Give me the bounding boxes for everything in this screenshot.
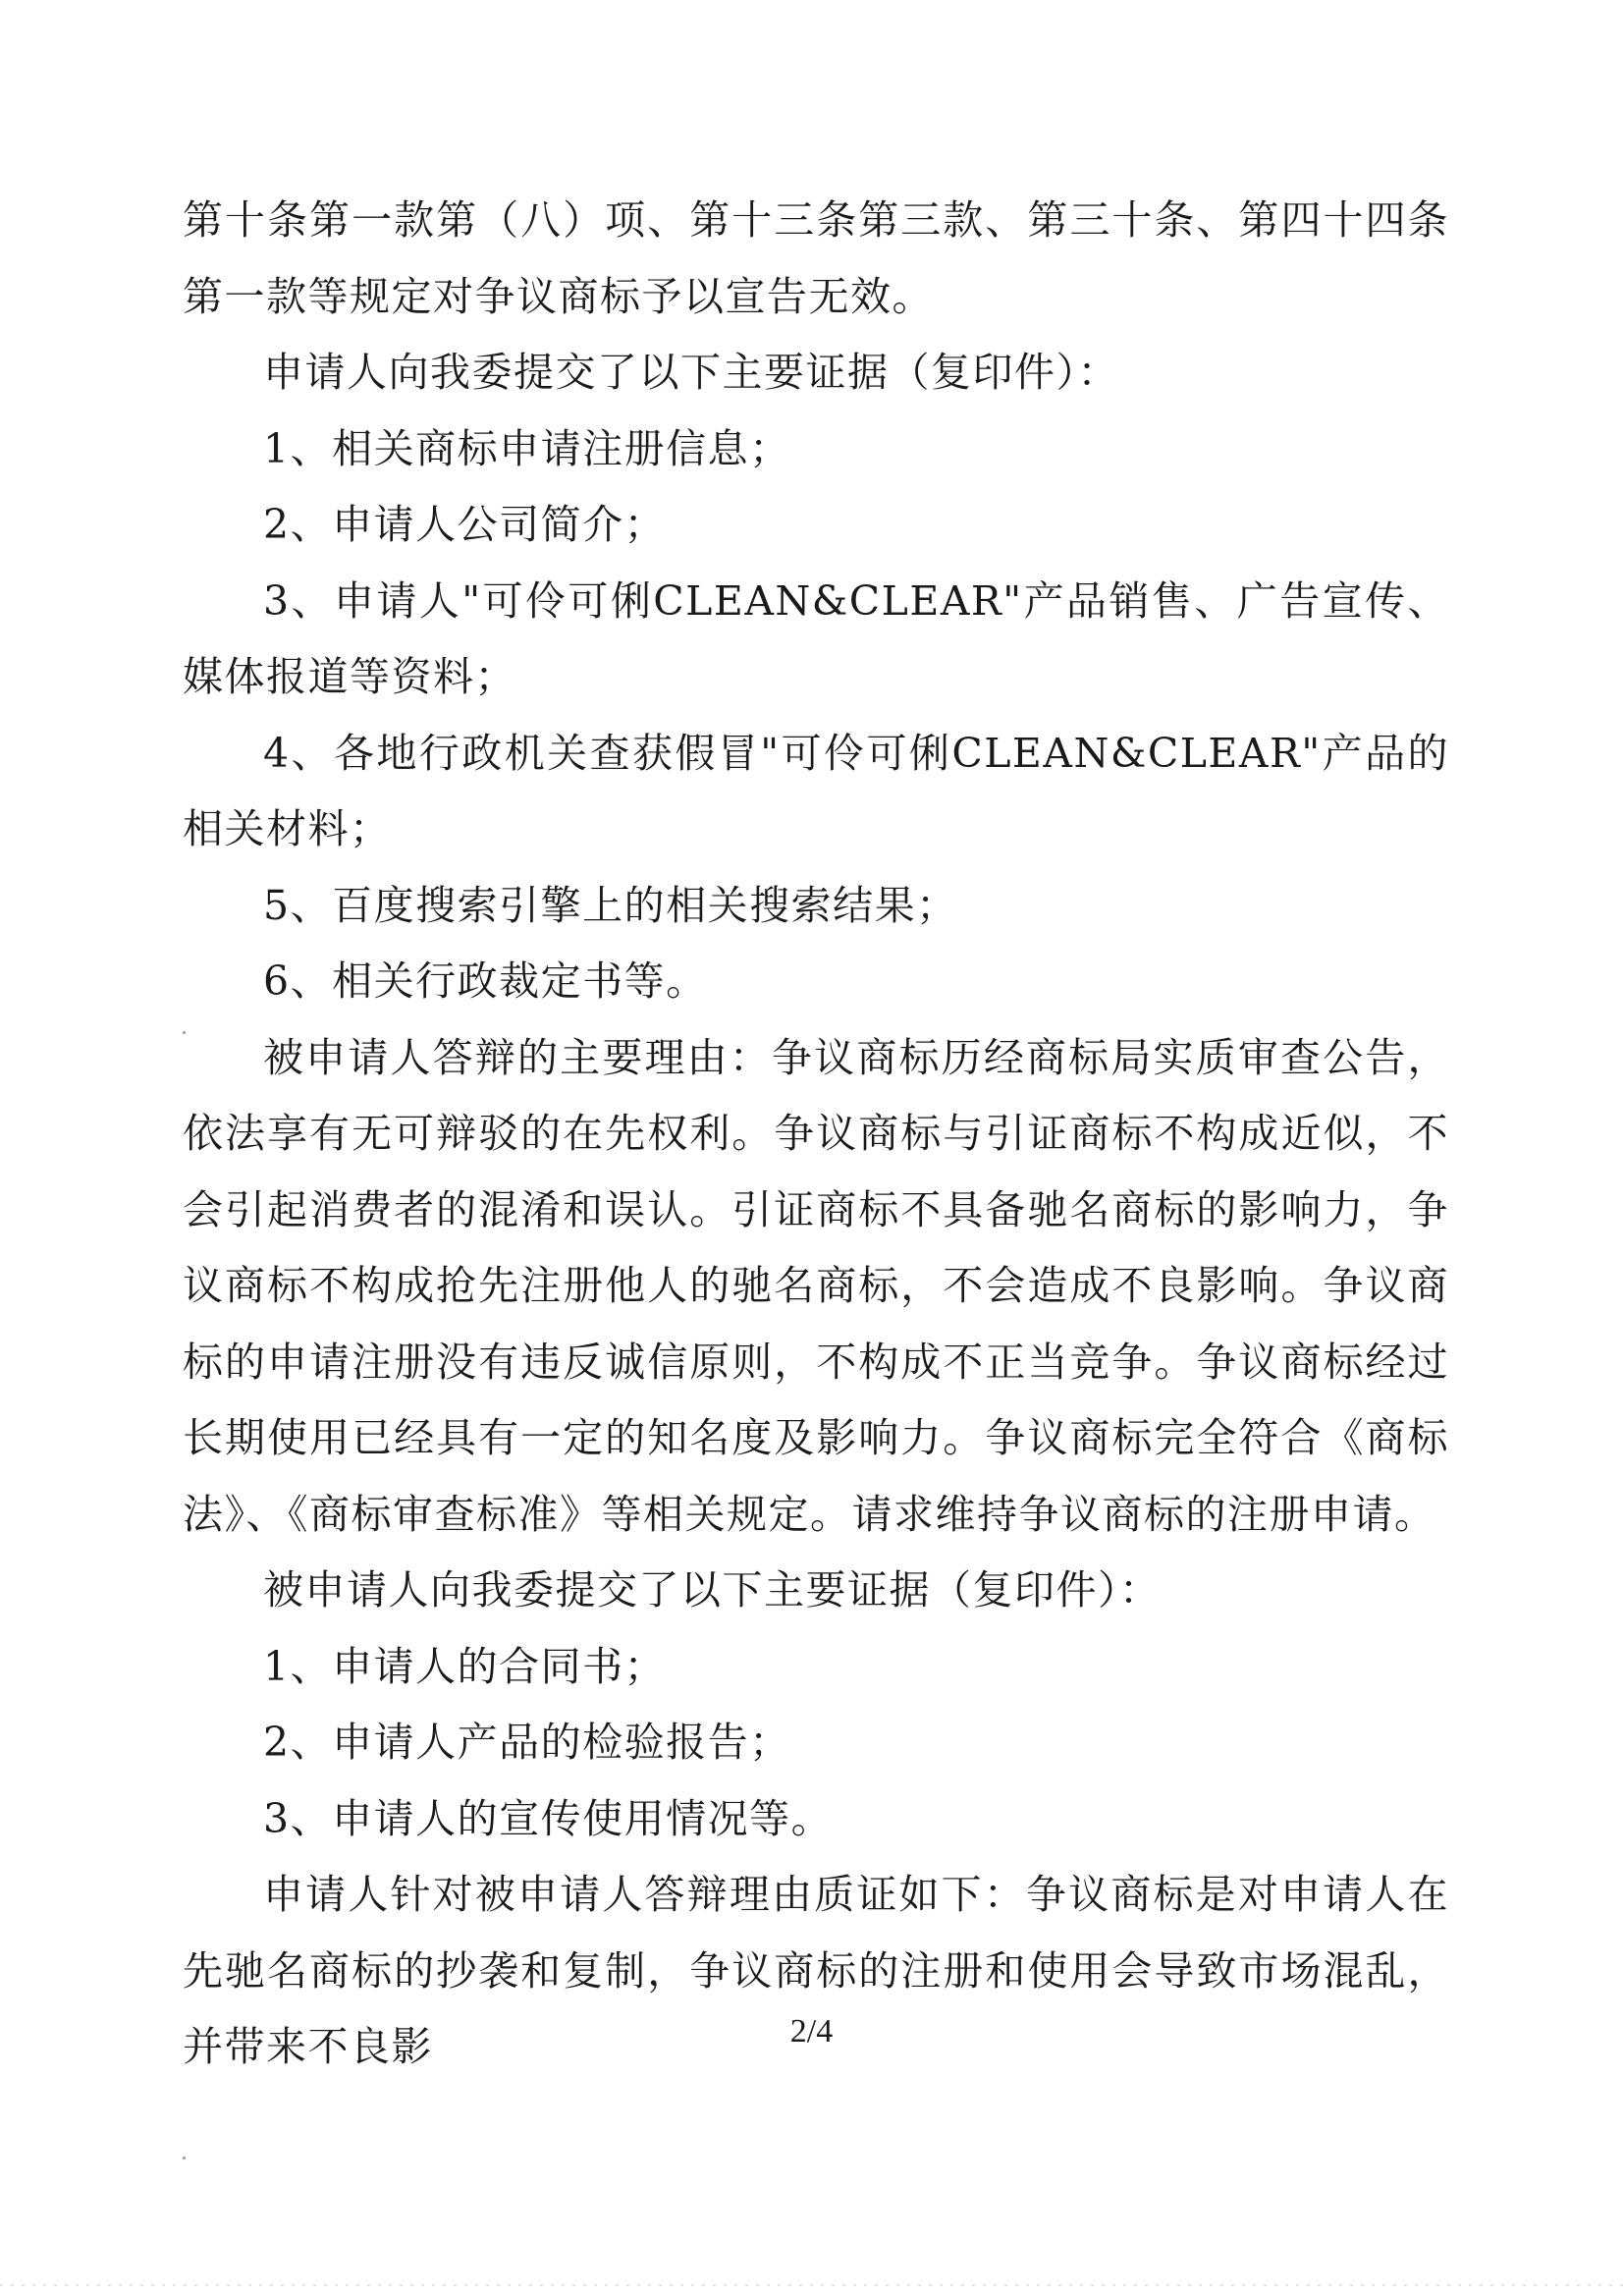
list-item: 1、申请人的合同书； — [263, 1642, 667, 1690]
list-item: 2、申请人公司简介； — [263, 501, 667, 548]
paragraph-respondent-defense: 被申请人答辩的主要理由：争议商标历经商标局实质审查公告，依法享有无可辩驳的在先权利。争议商标与引证商标不构成近似，不会引起消费者的混淆和误认。引证商标不具备驰名商标的影响力，争议商标不构成抢先注册他人的驰名商标，不会造成不良影响。争议商标的申请注册没有违反诚信原则，不构成不正当竞争。争议商标经过长期使用已经具有一定的知名度及影响力。争议商标完全符合《商标法》、《商标审查标准》等相关规定。请求维持争议商标的注册申请。 — [183, 1033, 1449, 1538]
list-item: 5、百度搜索引擎上的相关搜索结果； — [263, 881, 958, 929]
list-item: 4、各地行政机关查获假冒"可伶可俐CLEAN&CLEAR"产品的相关材料； — [183, 729, 1449, 852]
scan-speck — [183, 1031, 186, 1034]
paragraph-legal-basis: 第十条第一款第（八）项、第十三条第三款、第三十条、第四十四条第一款等规定对争议商标予以宣告无效。 — [183, 196, 1449, 320]
list-item: 2、申请人产品的检验报告； — [263, 1719, 791, 1766]
page-number: 2/4 — [789, 2013, 834, 2050]
scan-edge-artifact — [0, 2284, 1623, 2286]
list-item: 1、相关商标申请注册信息； — [263, 424, 791, 472]
paragraph-respondent-evidence-intro: 被申请人向我委提交了以下主要证据（复印件）： — [263, 1566, 1162, 1613]
paragraph-applicant-cross-examination: 申请人针对被申请人答辩理由质证如下：争议商标是对申请人在先驰名商标的抄袭和复制，争议商标的注册和使用会导致市场混乱，并带来不良影 — [183, 1871, 1449, 2070]
list-item: 3、申请人的宣传使用情况等。 — [263, 1794, 834, 1842]
scan-speck — [183, 2157, 186, 2159]
list-item: 6、相关行政裁定书等。 — [263, 957, 708, 1005]
body-text — [183, 183, 1449, 2086]
paragraph-applicant-evidence-intro: 申请人向我委提交了以下主要证据（复印件）： — [263, 349, 1119, 396]
list-item: 3、申请人"可伶可俐CLEAN&CLEAR"产品销售、广告宣传、媒体报道等资料； — [183, 576, 1449, 700]
